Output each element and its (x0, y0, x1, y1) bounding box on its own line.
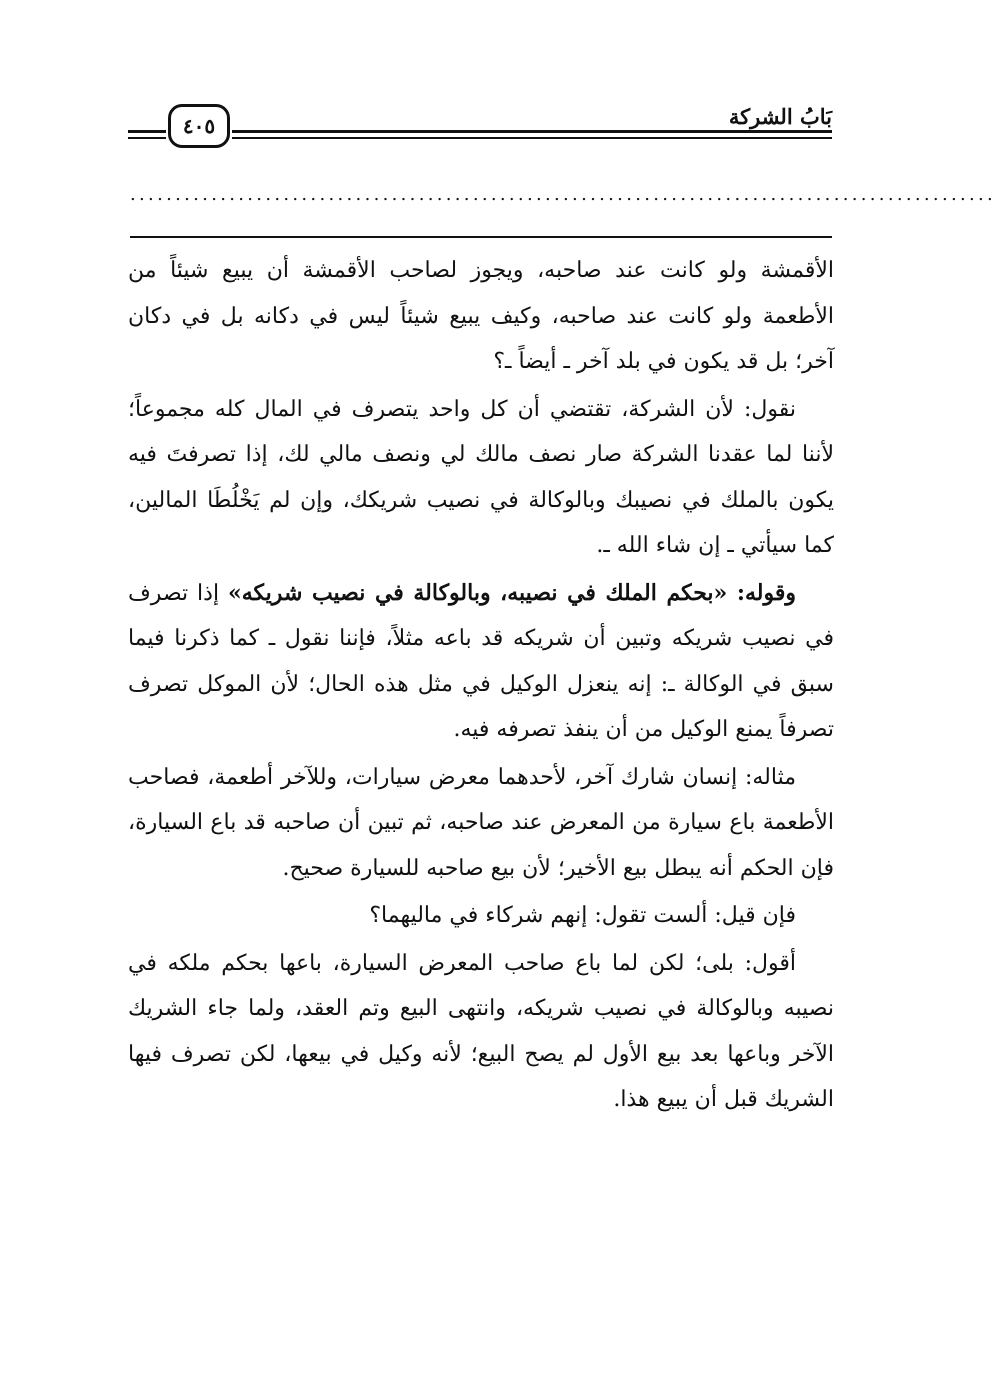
paragraph (128, 941, 834, 1123)
dotted-divider: ................................................................................................ (130, 184, 996, 205)
paragraph-text: إذا تصرف في نصيب شريكه وتبين أن شريكه قد باعه مثلاً، فإننا نقول ـ كما ذكرنا فيما سبق في الوكالة ـ: إنه ينعزل الوكيل في مثل هذه الحال؛ لأن الموكل تصرف تصرفاً يمنع الوكيل من أن ينفذ تصرفه فيه. (128, 580, 834, 742)
page-header (128, 100, 832, 156)
header-rule-left-top (128, 130, 166, 133)
paragraph-text: الأقمشة ولو كانت عند صاحبه، ويجوز لصاحب الأقمشة أن يبيع شيئاً من الأطعمة ولو كانت عند صاحبه، وكيف يبيع شيئاً ليس في دكانه بل في دكان آخر؛ بل قد يكون في بلد آخر ـ أيضاً ـ؟ (128, 258, 834, 374)
chapter-title: بَابُ الشركة (723, 104, 832, 129)
bold-quote: وقوله: «بحكم الملك في نصيبه، وبالوكالة في نصيب شريكه» (227, 579, 797, 606)
header-rule-right-bottom (232, 137, 832, 139)
paragraph (128, 755, 834, 892)
paragraph (128, 387, 834, 569)
header-rule-right-top (232, 130, 832, 133)
paragraph-text: نقول: لأن الشركة، تقتضي أن كل واحد يتصرف في المال كله مجموعاً؛ لأننا لما عقدنا الشركة صار نصف مالك لي ونصف مالي لك، إذا تصرفتَ فيه يكون بالملك في نصيبك وبالوكالة في نصيب شريكك، وإن لم يَخْلُطَا المالين، كما سيأتي ـ إن شاء الله ـ. (128, 396, 834, 558)
paragraph-text: أقول: بلى؛ لكن لما باع صاحب المعرض السيارة، باعها بحكم ملكه في نصيبه وبالوكالة في نصيب شريكه، وانتهى البيع وتم العقد، ولما جاء الشريك الآخر وباعها بعد بيع الأول لم يصح البيع؛ لأنه وكيل في بيعها، لكن تصرف فيها الشريك قبل أن يبيع هذا. (128, 950, 834, 1112)
paragraph-text: فإن قيل: ألست تقول: إنهم شركاء في ماليهما؟ (369, 903, 796, 928)
body-text (128, 248, 834, 1125)
separator-line (130, 236, 832, 238)
header-rule-left-bottom (128, 137, 166, 139)
paragraph-text: مثاله: إنسان شارك آخر، لأحدهما معرض سيارات، وللآخر أطعمة، فصاحب الأطعمة باع سيارة من المعرض عند صاحبه، ثم تبين أن صاحبه قد باع السيارة، فإن الحكم أنه يبطل بيع الأخير؛ لأن بيع صاحبه للسيارة صحيح. (128, 764, 834, 881)
page-number: ٤٠٥ (168, 104, 230, 148)
paragraph (128, 571, 834, 753)
paragraph (128, 248, 834, 385)
paragraph (128, 893, 834, 939)
